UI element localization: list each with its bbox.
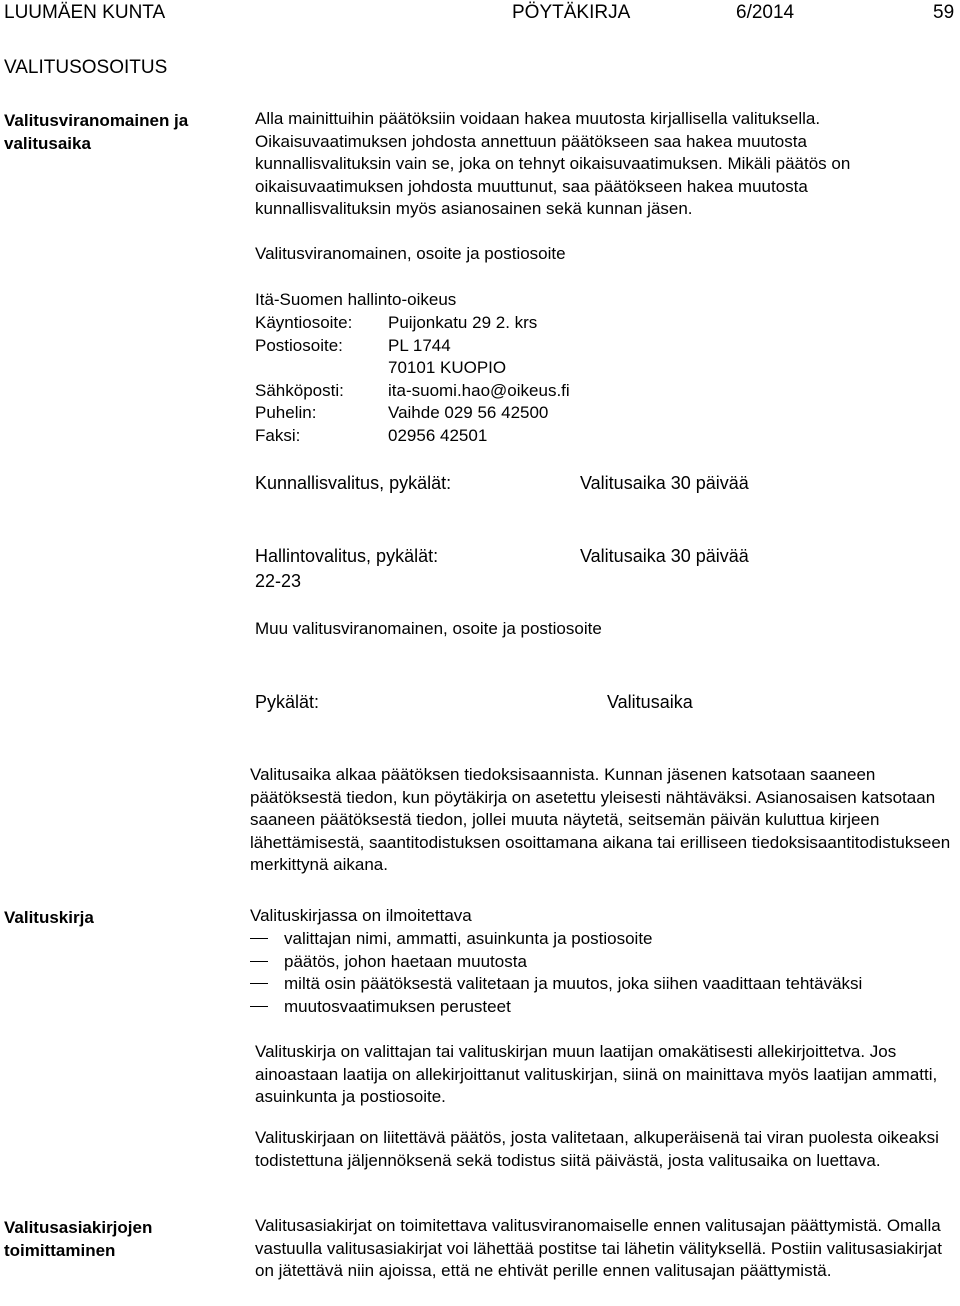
phone-value: Vaihde 029 56 42500 bbox=[388, 403, 549, 422]
list-item: valittajan nimi, ammatti, asuinkunta ja postiosoite bbox=[250, 928, 862, 951]
document-issue: 6/2014 bbox=[736, 2, 795, 23]
address-row bbox=[255, 402, 570, 425]
list-item: muutosvaatimuksen perusteet bbox=[250, 996, 862, 1019]
address-row bbox=[255, 380, 570, 403]
address-label: Faksi: bbox=[255, 425, 301, 445]
municipal-appeal-label: Kunnallisvalitus, pykälät: bbox=[255, 473, 452, 493]
address-label bbox=[255, 357, 388, 380]
address-row bbox=[255, 335, 570, 358]
admin-appeal-sections: 22-23 bbox=[255, 571, 302, 591]
address-row bbox=[255, 425, 570, 448]
attachment-note: Valituskirjaan on liitettävä päätös, josta valitetaan, alkuperäisenä tai viran puolesta oikeaksi todistettuna jäljennöksenä sekä todistus siitä päivästä, josta valitusaika on luettava. bbox=[255, 1128, 939, 1170]
page-title: VALITUSOSOITUS bbox=[4, 57, 168, 78]
dash-bullet bbox=[250, 983, 268, 984]
side-label-authority: Valitusviranomainen ja valitusaika bbox=[4, 111, 189, 153]
court-name: Itä-Suomen hallinto-oikeus bbox=[255, 290, 457, 309]
address-label: Postiosoite: bbox=[255, 335, 343, 355]
address-label: Sähköposti: bbox=[255, 380, 344, 400]
other-authority-heading: Muu valitusviranomainen, osoite ja postiosoite bbox=[255, 619, 602, 638]
list-item: päätös, johon haetaan muutosta bbox=[250, 951, 862, 974]
dash-bullet bbox=[250, 938, 268, 939]
requirements-list bbox=[250, 928, 862, 1018]
address-label: Käyntiosoite: bbox=[255, 313, 353, 332]
fax-value: 02956 42501 bbox=[388, 425, 488, 445]
address-value: 70101 KUOPIO bbox=[388, 358, 507, 377]
side-label-appeal-letter: Valituskirja bbox=[4, 908, 94, 927]
page-number: 59 bbox=[933, 2, 955, 23]
municipal-appeal-period: Valitusaika 30 päivää bbox=[580, 473, 749, 493]
email-value: ita-suomi.hao@oikeus.fi bbox=[388, 380, 570, 400]
dash-bullet bbox=[250, 1006, 268, 1007]
address-row bbox=[255, 357, 570, 380]
admin-appeal-label: Hallintovalitus, pykälät: bbox=[255, 546, 439, 566]
address-table bbox=[255, 312, 570, 447]
appeal-letter-intro: Valituskirjassa on ilmoitettava bbox=[250, 906, 472, 925]
delivery-text: Valitusasiakirjat on toimitettava valitusviranomaiselle ennen valitusajan päättymistä. Omalla vastuulla valitusasiakirjat voi lähettää postitse tai lähetin välityksellä. Postiin valitusasiakirjat on jätettävä niin ajoissa, että ne ehtivät perille ennen valitusajan päättymistä. bbox=[255, 1216, 942, 1280]
other-period-label: Valitusaika bbox=[607, 692, 693, 712]
document-type: PÖYTÄKIRJA bbox=[512, 2, 631, 23]
address-value: Puijonkatu 29 2. krs bbox=[388, 313, 538, 332]
address-label: Puhelin: bbox=[255, 403, 317, 422]
address-row bbox=[255, 312, 570, 335]
dash-bullet bbox=[250, 961, 268, 962]
signature-note: Valituskirja on valittajan tai valituskirjan muun laatijan omakätisesti allekirjoittetva. Jos ainoastaan laatija on allekirjoittanut valituskirjan, siinä on mainittava myös laatijan ammatti, asuinkunta ja postiosoite. bbox=[255, 1042, 938, 1106]
address-value: PL 1744 bbox=[388, 335, 451, 355]
address-heading: Valitusviranomainen, osoite ja postiosoite bbox=[255, 244, 566, 263]
authority-intro: Alla mainittuihin päätöksiin voidaan hakea muutosta kirjallisella valituksella. Oikaisuvaatimuksen johdosta annettuun päätökseen saa hakea muutosta kunnallisvalituksin vain se, joka on tehnyt oikaisuvaatimuksen. Mikäli päätös on oikaisuvaatimuksen johdosta muuttunut, saa päätökseen hakea muutosta kunnallisvalituksin myös asianosainen sekä kunnan jäsen. bbox=[255, 109, 851, 218]
municipality-name: LUUMÄEN KUNTA bbox=[4, 2, 166, 23]
admin-appeal-period: Valitusaika 30 päivää bbox=[580, 546, 749, 566]
side-label-delivery: Valitusasiakirjojen toimittaminen bbox=[4, 1218, 153, 1260]
period-note: Valitusaika alkaa päätöksen tiedoksisaannista. Kunnan jäsenen katsotaan saaneen päätöksestä tiedon, kun pöytäkirja on asetettu yleisesti nähtäväksi. Asianosaisen katsotaan saaneen päätöksestä tiedon, jollei muuta näytetä, seitsemän päivän kuluttua kirjeen lähettämisestä, saantitodistuksen osoittamana aikana tai erilliseen tiedoksisaantitodistukseen merkittynä aikana. bbox=[250, 765, 951, 874]
list-item: miltä osin päätöksestä valitetaan ja muutos, joka siihen vaadittaan tehtäväksi bbox=[250, 973, 862, 996]
other-sections-label: Pykälät: bbox=[255, 692, 320, 712]
